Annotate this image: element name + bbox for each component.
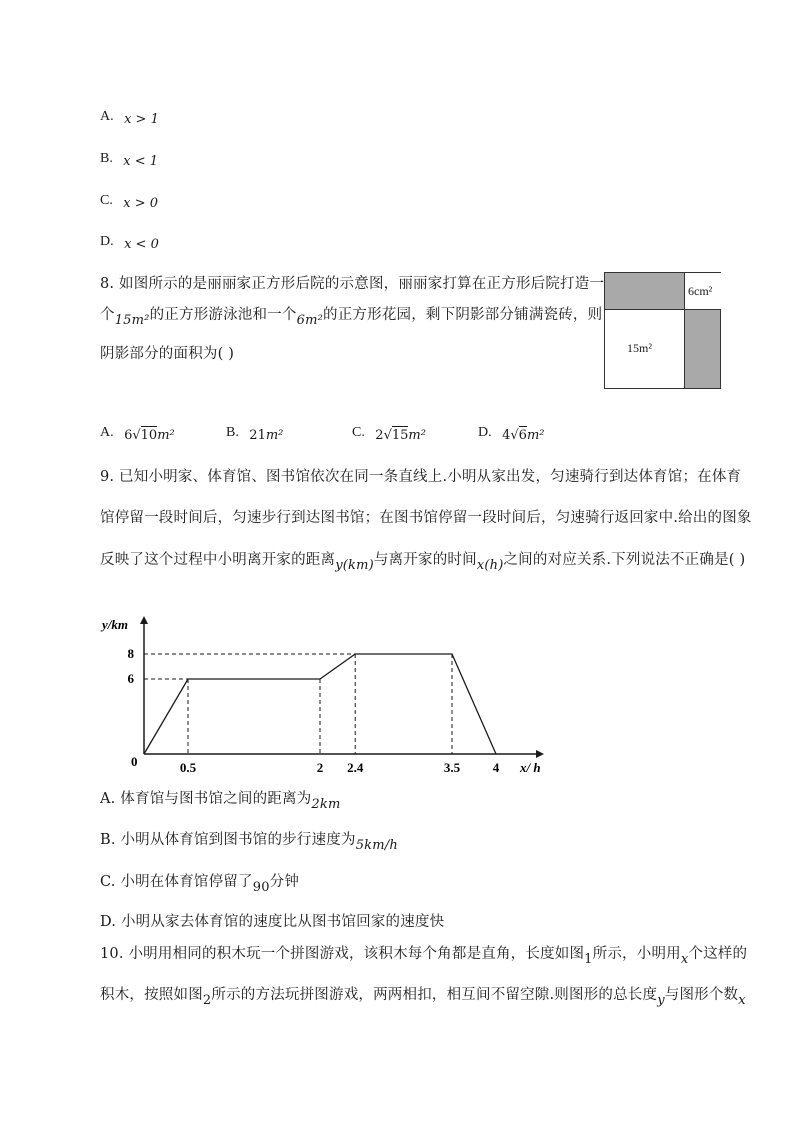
coef: 2 [375, 428, 384, 443]
option-letter: B. [100, 832, 116, 848]
q8-math-6m2: 6m² [296, 313, 324, 328]
q7-option-d[interactable] [100, 233, 159, 250]
x-axis-label: x/ h [520, 760, 541, 775]
q8-option-d[interactable] [478, 424, 544, 441]
unit: m² [157, 428, 175, 443]
option-letter: C. [100, 193, 113, 208]
option-letter: A. [100, 109, 114, 124]
y-tick-label: 6 [127, 671, 134, 686]
q8-line2-c: 的正方形花园，剩下阴影部分铺满瓷砖，则 [323, 307, 603, 323]
option-letter: D. [100, 234, 114, 249]
option-letter: A. [100, 791, 116, 807]
option-text: 体育馆与图书馆之间的距离为 [120, 791, 312, 807]
q9-option-c[interactable] [100, 870, 300, 895]
option-expr: 2√15m² [375, 428, 426, 443]
radicand: 6 [518, 428, 527, 443]
q10-math-fig1: 1 [584, 952, 593, 967]
q8-line3: 阴影部分的面积为( ) [100, 346, 235, 362]
q8-option-a[interactable] [100, 424, 175, 441]
q8-option-b[interactable] [226, 424, 283, 441]
option-letter: C. [100, 874, 116, 890]
q9-option-d[interactable] [100, 910, 444, 931]
option-text: 小明在体育馆停留了 [120, 874, 253, 890]
option-expr [249, 428, 283, 443]
option-letter: D. [100, 914, 117, 930]
option-expr: x > 1 [124, 112, 159, 127]
q10-math-fig2: 2 [202, 993, 212, 1008]
shaded-strip-right [685, 310, 720, 388]
q9-math-xh: x(h) [476, 558, 504, 573]
distance-time-chart [100, 610, 560, 780]
q8-line2-a: 个 [100, 307, 115, 323]
garden-area-label: 6cm² [688, 284, 713, 298]
y-tick-label: 8 [127, 646, 134, 661]
q10-line1 [100, 942, 748, 967]
q10-line1-a: 10. 小明用相同的积木玩一个拼图游戏，该积木每个角都是直角，长度如图 [100, 946, 585, 962]
coef: 21 [249, 428, 266, 443]
option-math: 5km/h [355, 838, 398, 853]
x-tick-label: 4 [492, 760, 500, 775]
radicand: 15 [391, 428, 409, 443]
coef: 4 [502, 428, 511, 443]
origin-label: 0 [131, 754, 138, 769]
option-letter: C. [352, 425, 365, 440]
q10-line1-b: 所示，小明用 [592, 946, 681, 962]
q9-line3-a: 反映了这个过程中小明离开家的距离 [100, 552, 336, 568]
coef: 6 [124, 428, 133, 443]
option-math: 2km [311, 797, 341, 812]
q9-line3-c: 之间的对应关系.下列说法不正确是( ) [503, 552, 746, 568]
option-expr: x < 0 [124, 237, 159, 252]
option-letter: B. [226, 425, 239, 440]
q10-line2-b: 所示的方法玩拼图游戏，两两相扣，相互间不留空隙.则图形的总长度 [211, 987, 658, 1003]
q9-math-ykm: y(km) [335, 558, 374, 573]
option-letter: D. [478, 425, 492, 440]
option-text: 小明从家去体育馆的速度比从图书馆回家的速度快 [120, 914, 445, 930]
q10-math-x2: x [738, 993, 746, 1008]
q8-option-c[interactable] [352, 424, 426, 441]
option-tail: 分钟 [269, 874, 300, 890]
option-expr: x > 0 [123, 196, 159, 211]
option-expr: 4√6m² [502, 428, 545, 443]
radicand: 10 [140, 428, 158, 443]
option-math: 90 [252, 880, 270, 895]
q10-line1-c: 个这样的 [688, 946, 748, 962]
y-axis-label: y/km [102, 617, 128, 632]
q10-math-x: x [680, 952, 689, 967]
q9-option-b[interactable] [100, 828, 398, 853]
q8-line2-b: 的正方形游泳池和一个 [149, 307, 297, 323]
q10-line2-a: 积木，按照如图 [100, 987, 203, 1003]
x-tick-label: 0.5 [179, 760, 197, 775]
unit: m² [526, 428, 545, 443]
q9-line3-b: 与离开家的时间 [373, 552, 477, 568]
x-tick-label: 2 [316, 760, 324, 775]
q8-backyard-figure [604, 272, 721, 389]
unit: m² [265, 428, 284, 443]
x-tick-label: 3.5 [443, 760, 461, 775]
q8-line1: 8. 如图所示的是丽丽家正方形后院的示意图，丽丽家打算在正方形后院打造一 [100, 276, 605, 292]
q9-line3 [100, 548, 746, 573]
x-tick-label: 2.4 [347, 760, 364, 775]
q10-line2-c: 与图形个数 [664, 987, 739, 1003]
q9-option-a[interactable] [100, 787, 341, 812]
q10-math-y: y [657, 993, 665, 1008]
q7-option-a[interactable] [100, 108, 159, 125]
option-letter: B. [100, 151, 113, 166]
q7-option-b[interactable] [100, 150, 158, 167]
q7-option-c[interactable] [100, 192, 158, 209]
q9-line1: 9. 已知小明家、体育馆、图书馆依次在同一条直线上.小明从家出发，匀速骑行到达体育馆；在体育 [100, 469, 742, 485]
q8-line2 [100, 303, 603, 328]
unit: m² [408, 428, 426, 443]
q9-line2: 馆停留一段时间后，匀速步行到达图书馆；在图书馆停留一段时间后，匀速骑行返回家中.给出的图象 [100, 510, 752, 526]
option-expr: x < 1 [123, 154, 159, 169]
option-letter: A. [100, 425, 114, 440]
option-text: 小明从体育馆到图书馆的步行速度为 [120, 832, 356, 848]
shaded-strip-top [605, 273, 685, 310]
q8-math-15m2: 15m² [114, 313, 150, 328]
pool-area-label: 15m² [627, 341, 652, 355]
option-expr: 6√10m² [124, 428, 175, 443]
q10-line2 [100, 983, 746, 1008]
